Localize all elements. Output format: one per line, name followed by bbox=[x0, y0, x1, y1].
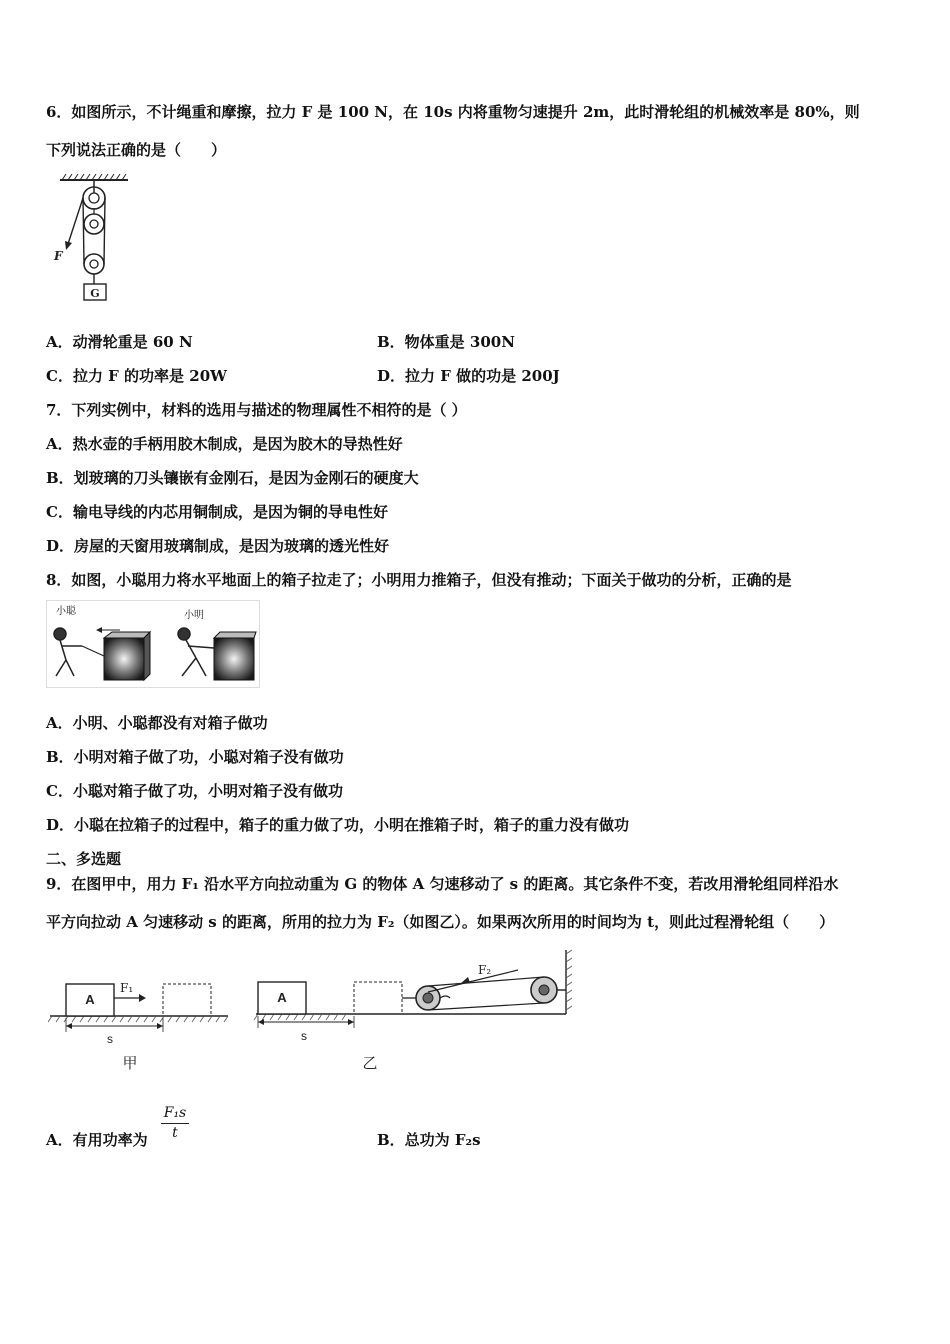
middle-pulley-inner bbox=[90, 220, 98, 228]
q6-option-a: A．动滑轮重是 60 N bbox=[46, 333, 193, 351]
q9-figure bbox=[48, 946, 578, 1076]
fixed-pulley-inner bbox=[89, 193, 99, 203]
f2-label: F₂ bbox=[478, 963, 492, 977]
q7-option-d: D．房屋的天窗用玻璃制成，是因为玻璃的透光性好 bbox=[46, 537, 390, 555]
q6-option-b: B．物体重是 300N bbox=[377, 333, 515, 351]
label-xiaoming: 小明 bbox=[184, 610, 204, 621]
q8-option-c: C．小聪对箱子做了功，小明对箱子没有做功 bbox=[46, 782, 343, 800]
force-label: F bbox=[54, 249, 63, 263]
q6-option-c: C．拉力 F 的功率是 20W bbox=[46, 367, 227, 385]
rope-left bbox=[83, 198, 84, 264]
person-pushing bbox=[178, 628, 214, 676]
q6-stem-line1: 6．如图所示，不计绳重和摩擦，拉力 F 是 100 N，在 10s 内将重物匀速提升 2m，此时滑轮组的机械效率是 80%，则 bbox=[46, 103, 860, 121]
label-xiaocong: 小聪 bbox=[56, 606, 76, 617]
q6-pulley-figure bbox=[48, 172, 138, 307]
q8-stem: 8．如图，小聪用力将水平地面上的箱子拉走了；小明用力推箱子，但没有推动；下面关于做功的分析，正确的是 bbox=[46, 571, 792, 589]
q7-option-c: C．输电导线的内芯用铜制成，是因为铜的导电性好 bbox=[46, 503, 388, 521]
q7-option-a: A．热水壶的手柄用胶木制成，是因为胶木的导热性好 bbox=[46, 435, 403, 453]
force-arrow-head bbox=[65, 241, 72, 250]
yi-rope-bottom bbox=[428, 1003, 544, 1010]
f1-label: F₁ bbox=[120, 981, 134, 995]
q6-option-d: D．拉力 F 做的功是 200J bbox=[377, 367, 560, 385]
yi-label: 乙 bbox=[362, 1054, 378, 1072]
yi-pull-rope bbox=[428, 970, 518, 992]
q7-option-b: B．划玻璃的刀头镶嵌有金刚石，是因为金刚石的硬度大 bbox=[46, 469, 419, 487]
q6-stem-line2: 下列说法正确的是（ ） bbox=[46, 141, 227, 159]
yi-block-label: A bbox=[277, 990, 287, 1005]
yi-ghost-block bbox=[354, 982, 402, 1014]
jia-block-label: A bbox=[85, 992, 95, 1007]
pull-rope bbox=[82, 646, 104, 656]
box-2 bbox=[214, 638, 254, 680]
jia-dist-label: s bbox=[107, 1032, 113, 1046]
weight-label: G bbox=[90, 287, 100, 300]
pull-rope bbox=[68, 198, 83, 244]
q9-option-a-fraction bbox=[161, 1104, 189, 1142]
section-title: 二、多选题 bbox=[46, 850, 122, 868]
figure-yi bbox=[254, 950, 572, 1072]
jia-ghost-block bbox=[163, 984, 211, 1016]
person-pulling bbox=[54, 628, 82, 676]
q9-stem-line1: 9．在图甲中，用力 F₁ 沿水平方向拉动重为 G 的物体 A 匀速移动了 s 的距离。其它条件不变，若改用滑轮组同样沿水 bbox=[46, 875, 839, 893]
q8-option-d: D．小聪在拉箱子的过程中，箱子的重力做了功，小明在推箱子时，箱子的重力没有做功 bbox=[46, 816, 630, 834]
q8-option-b: B．小明对箱子做了功，小聪对箱子没有做功 bbox=[46, 748, 344, 766]
movable-pulley-inner bbox=[90, 260, 98, 268]
q9-stem-line2: 平方向拉动 A 匀速移动 s 的距离，所用的拉力为 F₂（如图乙）。如果两次所用的时间均为 t，则此过程滑轮组（ ） bbox=[46, 913, 835, 931]
middle-pulley-outer bbox=[84, 214, 104, 234]
f2-arrow-head bbox=[460, 977, 470, 984]
movable-pulley-outer bbox=[84, 254, 104, 274]
rope-right bbox=[104, 198, 105, 264]
fraction-numerator: F₁s bbox=[161, 1104, 189, 1124]
q7-stem: 7．下列实例中，材料的选用与描述的物理属性不相符的是（ ） bbox=[46, 401, 467, 419]
q8-option-a: A．小明、小聪都没有对箱子做功 bbox=[46, 714, 268, 732]
box-1 bbox=[104, 638, 144, 680]
figure-jia bbox=[48, 981, 228, 1072]
q9-option-b: B．总功为 F₂s bbox=[377, 1131, 481, 1149]
fraction-denominator: t bbox=[172, 1125, 178, 1141]
q8-boxes-figure bbox=[46, 600, 260, 688]
q9-option-a-prefix: A．有用功率为 bbox=[46, 1131, 148, 1149]
yi-dist-label: s bbox=[301, 1029, 307, 1043]
jia-label: 甲 bbox=[122, 1054, 138, 1072]
